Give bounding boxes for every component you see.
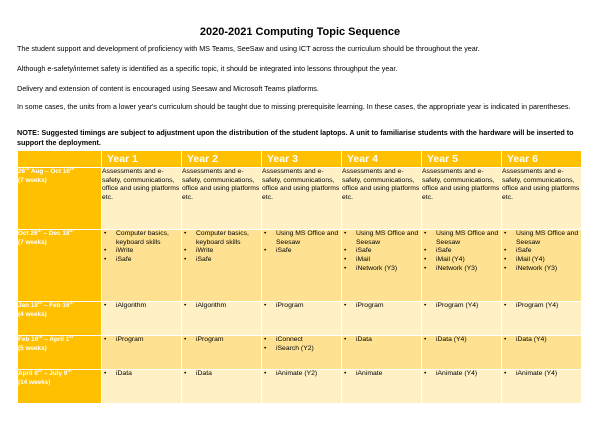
period-weeks: (14 weeks)	[18, 378, 51, 386]
topic-cell	[182, 336, 262, 370]
table-row	[18, 230, 582, 302]
topic-list-item: • iData	[182, 370, 261, 379]
topic-cell	[102, 336, 182, 370]
topic-list-item: • iProgram (Y4)	[502, 302, 581, 311]
topic-list	[102, 370, 181, 379]
period-date-part: th	[69, 227, 74, 233]
topic-text: Assessments and e-safety, communications, office and using platforms etc.	[182, 168, 260, 202]
topic-list	[342, 230, 421, 274]
topic-cell	[422, 370, 502, 404]
topic-cell	[342, 168, 422, 230]
period-date-part: – Dec 18	[41, 230, 70, 237]
topic-list-item: • Computer basics, keyboard skills	[182, 230, 261, 247]
topic-list-item: • iProgram	[342, 302, 421, 311]
period-cell	[18, 165, 102, 230]
topic-list-item: • iMail (Y4)	[422, 256, 501, 265]
topic-cell	[262, 370, 342, 404]
period-date-part: th	[37, 299, 43, 305]
year-header: Year 6	[502, 151, 582, 168]
topic-list	[422, 336, 501, 345]
period-date-part: – July 9	[42, 370, 68, 377]
topic-list	[422, 370, 501, 379]
topic-list-item: • Using MS Office and Seesaw	[502, 230, 581, 247]
topic-list-item: • iSafe	[182, 256, 261, 265]
topic-cell	[182, 168, 262, 230]
topic-cell	[262, 336, 342, 370]
table-row	[18, 370, 582, 404]
year-header-row	[18, 151, 582, 168]
period-date-part: th	[25, 165, 30, 171]
topic-list-item: • iProgram	[102, 336, 181, 345]
topic-list-item: • iAnimate	[342, 370, 421, 379]
topic-text: Assessments and e-safety, communications, office and using platforms etc.	[262, 168, 340, 202]
topic-list	[342, 336, 421, 345]
period-date-part: Aug – Oct 16	[29, 168, 70, 175]
topic-cell	[502, 302, 582, 336]
note-paragraph: NOTE: Suggested timings are subject to adjustment upon the distribution of the student laptops. A unit to familiarise students with the hardware will be inserted to support the deployment.	[17, 128, 574, 147]
topic-list-item: • iSafe	[262, 247, 341, 256]
topic-cell	[102, 302, 182, 336]
topic-cell	[182, 302, 262, 336]
topic-list-item: • iSafe	[502, 247, 581, 256]
period-date-part: Jan 18	[18, 302, 38, 309]
topic-cell	[502, 336, 582, 370]
intro-paragraph-lower-year: In some cases, the units from a lower year's curriculum should be taught due to missing prerequisite learning. In these cases, the appropriate year is indicated in parentheses.	[17, 102, 571, 111]
intro-paragraph-support: The student support and development of proficiency with MS Teams, SeeSaw and using ICT across the curriculum should be throughout the year.	[17, 44, 480, 53]
topic-text: Assessments and e-safety, communications, office and using platforms etc.	[342, 168, 420, 202]
year-header: Year 3	[262, 151, 342, 168]
topic-sequence-table	[17, 150, 582, 404]
topic-list	[262, 370, 341, 379]
topic-list	[262, 336, 341, 353]
period-date-part: st	[69, 333, 74, 339]
topic-list-item: • iProgram	[262, 302, 341, 311]
period-cell	[18, 299, 102, 336]
topic-cell	[502, 230, 582, 302]
topic-list-item: • iAlgorithm	[102, 302, 181, 311]
topic-list	[502, 370, 581, 379]
topic-list-item: • iWrite	[102, 247, 181, 256]
period-weeks: (5 weeks)	[18, 344, 47, 352]
topic-list	[102, 230, 181, 265]
topic-list-item: • Using MS Office and Seesaw	[342, 230, 421, 247]
topic-list-item: • Using MS Office and Seesaw	[262, 230, 341, 247]
topic-cell	[422, 230, 502, 302]
topic-cell	[262, 168, 342, 230]
topic-list	[422, 302, 501, 311]
topic-list	[262, 230, 341, 256]
topic-text: Assessments and e-safety, communications, office and using platforms etc.	[422, 168, 500, 202]
period-date-part: April 8	[18, 370, 38, 377]
period-cell	[18, 367, 102, 404]
period-date-part: 26	[18, 168, 26, 175]
period-date-part: Feb 16	[18, 336, 39, 343]
topic-list-item: • iAlgorithm	[182, 302, 261, 311]
topic-list-item: • iSafe	[102, 256, 181, 265]
topic-cell	[342, 302, 422, 336]
intro-paragraph-esafety: Although e-safety/internet safety is identified as a specific topic, it should be integrated into lessons throughput the year.	[17, 64, 398, 73]
topic-list	[502, 336, 581, 345]
topic-list-item: • iAnimate (Y2)	[262, 370, 341, 379]
period-dates	[18, 227, 101, 239]
topic-list	[102, 336, 181, 345]
topic-list-item: • iProgram	[182, 336, 261, 345]
year-header: Year 5	[422, 151, 502, 168]
topic-list-item: • iNetwork (Y3)	[342, 265, 421, 274]
topic-list	[262, 302, 341, 311]
topic-list-item: • iSearch (Y2)	[262, 345, 341, 354]
topic-list	[342, 370, 421, 379]
topic-list-item: • Using MS Office and Seesaw	[422, 230, 501, 247]
period-dates	[18, 299, 101, 311]
topic-list	[182, 336, 261, 345]
topic-cell	[262, 302, 342, 336]
period-date-part: – April 1	[42, 336, 70, 343]
topic-cell	[102, 168, 182, 230]
header-corner-cell	[18, 151, 102, 168]
period-dates	[18, 333, 101, 345]
topic-list-item: • iConnect	[262, 336, 341, 345]
period-weeks: (4 weeks)	[18, 310, 47, 318]
topic-cell	[342, 230, 422, 302]
topic-cell	[502, 168, 582, 230]
intro-paragraph-delivery: Delivery and extension of content is encouraged using Seesaw and Microsoft Teams platforms.	[17, 84, 319, 93]
topic-list	[182, 370, 261, 379]
topic-list	[422, 230, 501, 274]
topic-cell	[422, 336, 502, 370]
period-date-part: th	[37, 227, 42, 233]
table-row	[18, 302, 582, 336]
topic-cell	[182, 230, 262, 302]
topic-list-item: • iProgram (Y4)	[422, 302, 501, 311]
topic-cell	[102, 370, 182, 404]
period-date-part: th	[37, 367, 43, 373]
topic-list-item: • iData	[102, 370, 181, 379]
topic-list-item: • Computer basics, keyboard skills	[102, 230, 181, 247]
topic-list	[502, 230, 581, 274]
period-cell	[18, 227, 102, 302]
period-date-part: th	[38, 333, 43, 339]
topic-cell	[502, 370, 582, 404]
topic-list-item: • iAnimate (Y4)	[422, 370, 501, 379]
topic-cell	[342, 336, 422, 370]
topic-list-item: • iData	[342, 336, 421, 345]
topic-list-item: • iNetwork (Y3)	[422, 265, 501, 274]
topic-list-item: • iMail (Y4)	[502, 256, 581, 265]
period-dates	[18, 367, 101, 379]
topic-list-item: • iWrite	[182, 247, 261, 256]
topic-list-item: • iMail	[342, 256, 421, 265]
topic-list-item: • iSafe	[422, 247, 501, 256]
topic-list	[182, 302, 261, 311]
period-dates	[18, 165, 101, 177]
topic-list	[342, 302, 421, 311]
topic-list-item: • iData (Y4)	[502, 336, 581, 345]
period-weeks: (7 weeks)	[18, 238, 47, 246]
topic-list-item: • iNetwork (Y3)	[502, 265, 581, 274]
topic-list-item: • iData (Y4)	[422, 336, 501, 345]
topic-cell	[422, 302, 502, 336]
period-date-part: th	[69, 299, 74, 305]
year-header: Year 4	[342, 151, 422, 168]
page-title: 2020-2021 Computing Topic Sequence	[199, 26, 401, 38]
period-date-part: th	[67, 367, 72, 373]
topic-cell	[262, 230, 342, 302]
period-date-part: – Feb 16	[42, 302, 70, 309]
topic-list-item: • iAnimate (Y4)	[502, 370, 581, 379]
year-header: Year 1	[102, 151, 182, 168]
period-cell	[18, 333, 102, 370]
table-row	[18, 336, 582, 370]
table-row	[18, 168, 582, 230]
period-date-part: Oct 26	[18, 230, 38, 237]
period-weeks: (7 weeks)	[18, 176, 47, 184]
topic-cell	[422, 168, 502, 230]
topic-cell	[182, 370, 262, 404]
topic-list	[102, 302, 181, 311]
topic-list	[502, 302, 581, 311]
topic-cell	[342, 370, 422, 404]
topic-list-item: • iSafe	[342, 247, 421, 256]
topic-text: Assessments and e-safety, communications, office and using platforms etc.	[502, 168, 580, 202]
topic-text: Assessments and e-safety, communications, office and using platforms etc.	[102, 168, 180, 202]
period-date-part: th	[69, 165, 75, 171]
year-header: Year 2	[182, 151, 262, 168]
topic-cell	[102, 230, 182, 302]
topic-list	[182, 230, 261, 265]
